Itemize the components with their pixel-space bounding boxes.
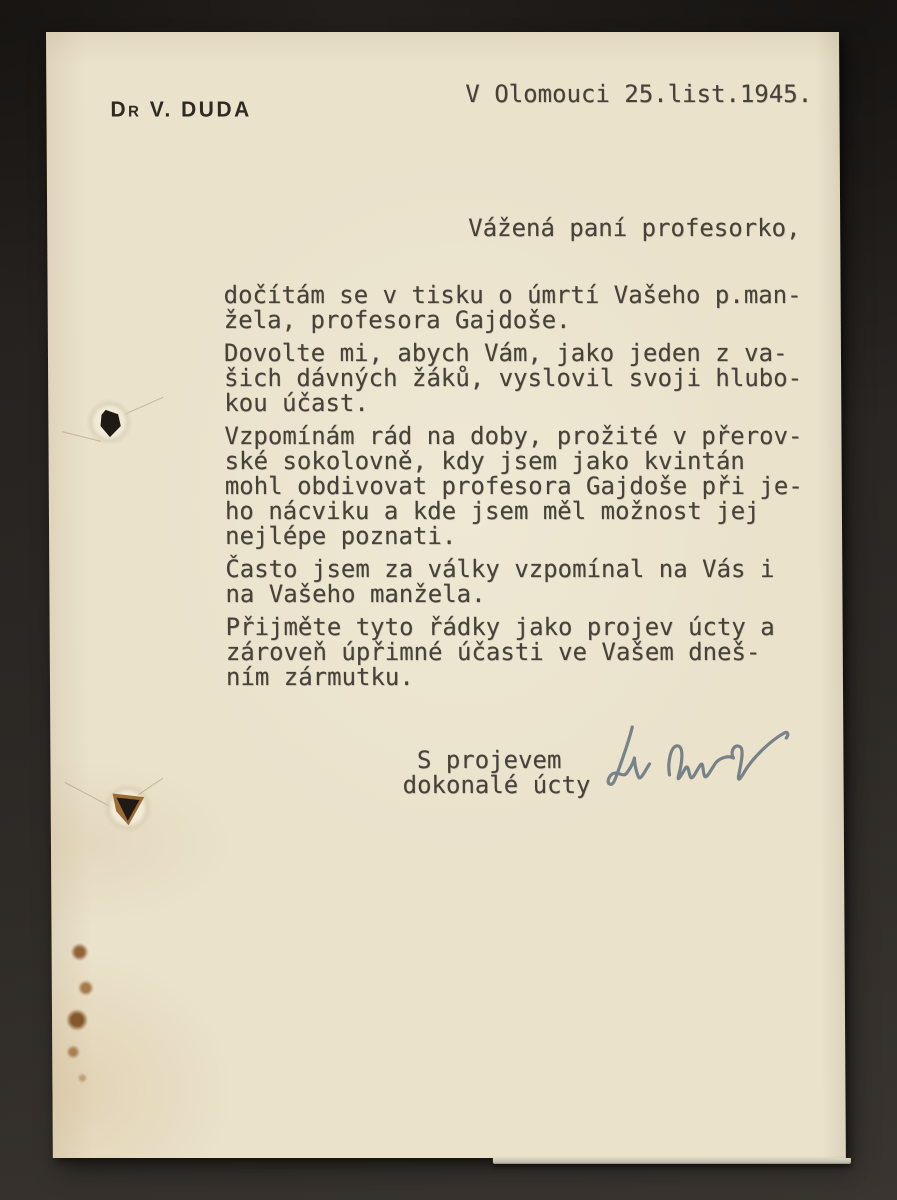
letter-paragraph-4: Často jsem za války vzpomínal na Vás i na Vašeho manžela. [225, 555, 775, 608]
letter-paragraph-2: Dovolte mi, abych Vám, jako jeden z va- šich dávných žáků, vyslovil svoji hlubo- kou účast. [223, 339, 803, 417]
letter-paper [46, 32, 846, 1158]
signature-strokes [608, 727, 788, 784]
dateline: V Olomouci 25.list.1945. [465, 80, 813, 108]
letter-body [224, 283, 805, 698]
letter-paragraph-1: dočítám se v tisku o úmrtí Vašeho p.man- žela, profesora Gajdoše. [223, 281, 802, 334]
punch-hole-top [79, 392, 139, 452]
closing: S projevem dokonalé úcty [402, 746, 591, 799]
letter-paragraph-5: Přijměte tyto řádky jako projev úcty a zároveň úpřimné účasti ve Vašem dneš- ním zármutku. [225, 613, 775, 691]
letterhead-name: V. DUDA [141, 97, 252, 122]
signature-stroke-dr [608, 727, 650, 784]
signature-stroke-duda [669, 732, 788, 779]
salutation: Vážená paní profesorko, [468, 214, 801, 242]
letter-paragraph-3: Vzpomínám rád na doby, prožité v přerov- ské sokolovně, kdy jsem jako kvintán mohl obdivovat profesora Gajdoše při je- ho nácviku a kde jsem měl možnost jej nejlépe poznati. [224, 422, 803, 550]
letterhead-initial: D [110, 97, 129, 122]
second-sheet-edge [493, 1158, 851, 1164]
letterhead [110, 99, 251, 121]
rust-stains [59, 930, 130, 1095]
letterhead-smallcap: R [128, 102, 142, 121]
signature-handwriting [588, 720, 804, 840]
punch-hole-bottom [96, 776, 160, 840]
